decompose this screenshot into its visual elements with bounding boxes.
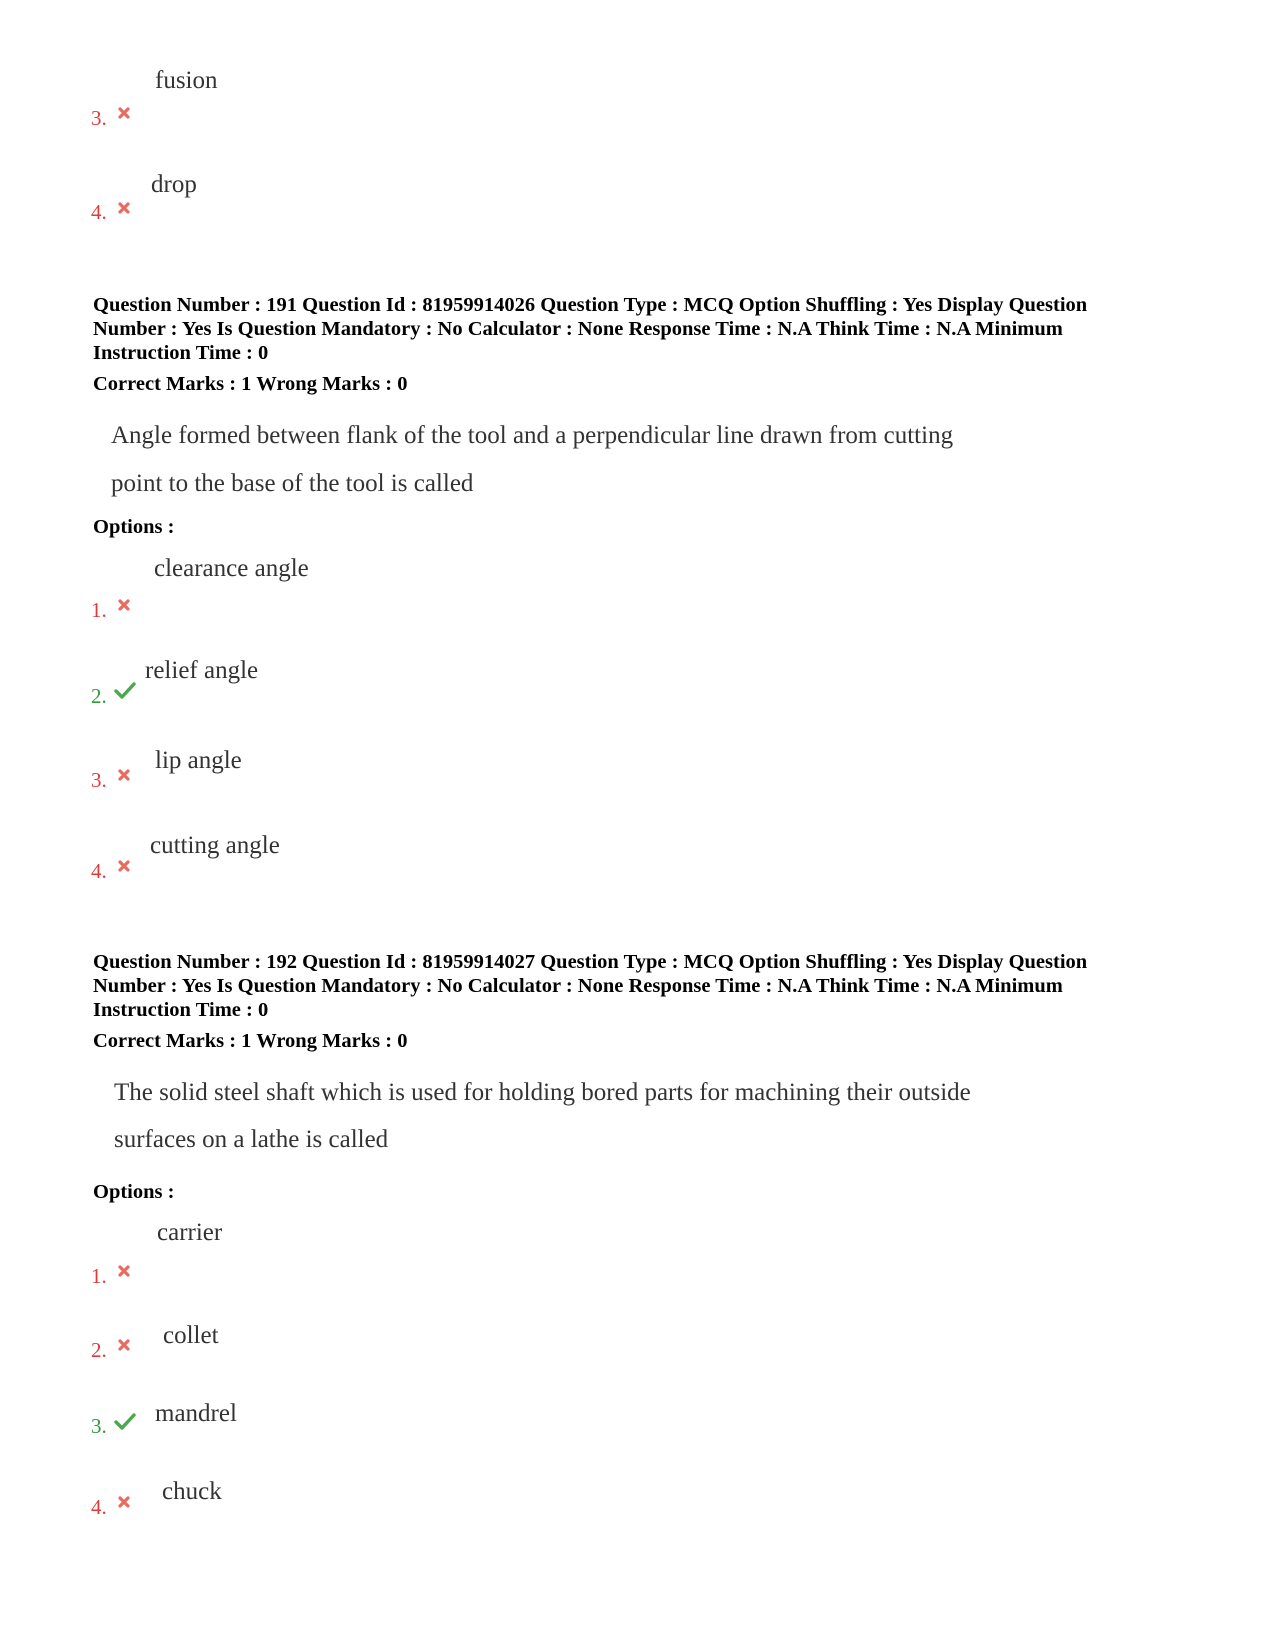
check-icon [114, 682, 136, 700]
cross-icon [117, 106, 131, 120]
question-stem-line: Angle formed between flank of the tool and a perpendicular line drawn from cutting [111, 422, 954, 449]
option-text: collet [163, 1322, 219, 1349]
option-text: lip angle [155, 747, 242, 774]
cross-icon [117, 598, 131, 612]
cross-icon [117, 768, 131, 782]
question-stem-line: point to the base of the tool is called [111, 470, 474, 497]
option-number: 2. [91, 1338, 107, 1362]
option-text: fusion [155, 67, 218, 94]
question-marks: Correct Marks : 1 Wrong Marks : 0 [93, 1030, 408, 1052]
option-text: mandrel [155, 1400, 237, 1427]
option-number: 4. [91, 859, 107, 883]
options-label: Options : [93, 1181, 175, 1203]
question-stem-line: surfaces on a lathe is called [114, 1126, 389, 1153]
option-number: 2. [91, 684, 107, 708]
meta-line: Instruction Time : 0 [93, 999, 269, 1021]
option-text: relief angle [145, 657, 259, 684]
option-number: 3. [91, 106, 107, 130]
meta-line: Instruction Time : 0 [93, 342, 269, 364]
question-marks: Correct Marks : 1 Wrong Marks : 0 [93, 373, 408, 395]
question-stem-line: The solid steel shaft which is used for holding bored parts for machining their outside [114, 1079, 971, 1106]
option-text: drop [151, 171, 197, 198]
cross-icon [117, 859, 131, 873]
option-text: chuck [162, 1478, 222, 1505]
option-number: 3. [91, 1414, 107, 1438]
check-icon [114, 1413, 136, 1431]
option-number: 4. [91, 200, 107, 224]
option-number: 3. [91, 768, 107, 792]
question-meta [93, 950, 1203, 1022]
meta-line: Question Number : 191 Question Id : 81959914026 Question Type : MCQ Option Shuffling : Yes Display Question [93, 294, 1088, 316]
option-number: 4. [91, 1495, 107, 1519]
cross-icon [117, 201, 131, 215]
option-number: 1. [91, 1264, 107, 1288]
option-text: clearance angle [154, 555, 309, 582]
meta-line: Number : Yes Is Question Mandatory : No Calculator : None Response Time : N.A Think Time : N.A Minimum [93, 975, 1063, 997]
meta-line: Question Number : 192 Question Id : 81959914027 Question Type : MCQ Option Shuffling : Yes Display Question [93, 951, 1088, 973]
question-meta [93, 293, 1203, 365]
cross-icon [117, 1264, 131, 1278]
option-number: 1. [91, 598, 107, 622]
options-label: Options : [93, 516, 175, 538]
option-text: carrier [157, 1219, 223, 1246]
meta-line: Number : Yes Is Question Mandatory : No Calculator : None Response Time : N.A Think Time : N.A Minimum [93, 318, 1063, 340]
option-text: cutting angle [150, 832, 280, 859]
cross-icon [117, 1495, 131, 1509]
cross-icon [117, 1338, 131, 1352]
